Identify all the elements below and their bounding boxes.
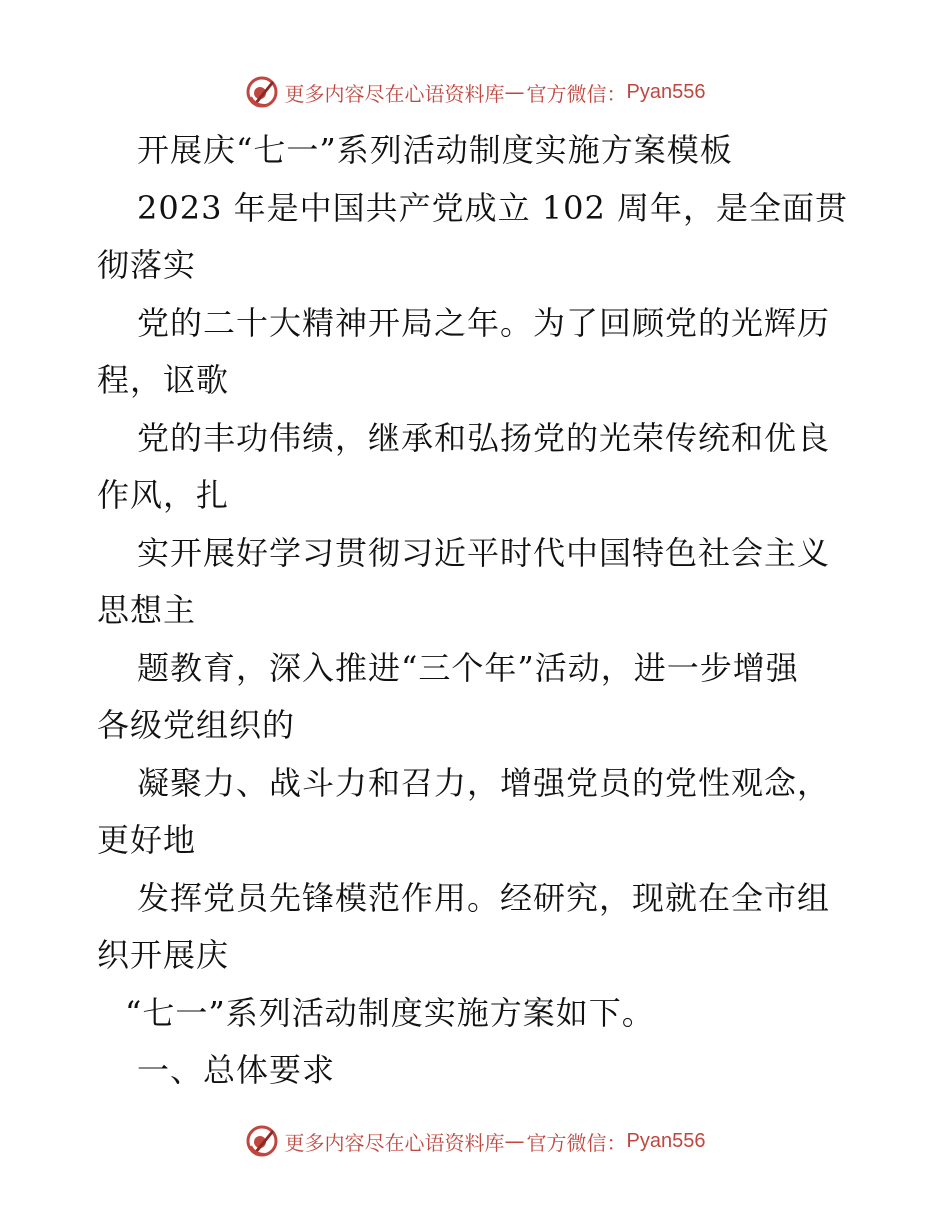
- paragraph-line: 作风，扎: [97, 476, 230, 514]
- banner-wechat-id: Pyan556: [626, 1129, 706, 1152]
- document-title: 开展庆“七一”系列活动制度实施方案模板: [137, 131, 733, 169]
- banner-brand-text: 更多内容尽在心语资料库: [284, 81, 505, 106]
- header-banner: [0, 72, 950, 112]
- quill-logo-icon: [245, 1124, 279, 1158]
- banner-dash: —: [504, 1129, 525, 1153]
- paragraph-line: 2023 年是中国共产党成立 102 周年，是全面贯: [137, 188, 849, 227]
- paragraph-line: 党的丰功伟绩，继承和弘扬党的光荣传统和优良: [137, 418, 831, 457]
- document-body: [97, 122, 857, 1100]
- banner-wechat-label: 官方微信：: [526, 81, 627, 106]
- paragraph-line: 发挥党员先锋模范作用。经研究，现就在全市组: [137, 878, 831, 917]
- paragraph-line: 程，讴歌: [97, 361, 230, 399]
- paragraph-line: 凝聚力、战斗力和召力，增强党员的党性观念，: [137, 763, 831, 802]
- banner-brand-text: 更多内容尽在心语资料库: [284, 1130, 505, 1155]
- footer-banner: [0, 1121, 950, 1161]
- paragraph-line: 更好地: [97, 821, 197, 859]
- paragraph-line: 实开展好学习贯彻习近平时代中国特色社会主义: [137, 533, 831, 572]
- paragraph-line: 各级党组织的: [97, 706, 296, 744]
- paragraph-line: 思想主: [97, 591, 197, 629]
- quill-logo-icon: [245, 75, 279, 109]
- section-heading: 一、总体要求: [137, 1051, 336, 1089]
- paragraph-line: 党的二十大精神开局之年。为了回顾党的光辉历: [137, 303, 831, 342]
- paragraph-line: 织开展庆: [97, 936, 230, 974]
- banner-wechat-id: Pyan556: [626, 80, 706, 103]
- banner-wechat-label: 官方微信：: [526, 1130, 627, 1155]
- paragraph-line: 题教育，深入推进“三个年”活动，进一步增强: [137, 648, 799, 687]
- banner-dash: —: [504, 80, 525, 104]
- paragraph-line: 彻落实: [97, 246, 197, 284]
- paragraph-line: “七一”系列活动制度实施方案如下。: [125, 993, 655, 1032]
